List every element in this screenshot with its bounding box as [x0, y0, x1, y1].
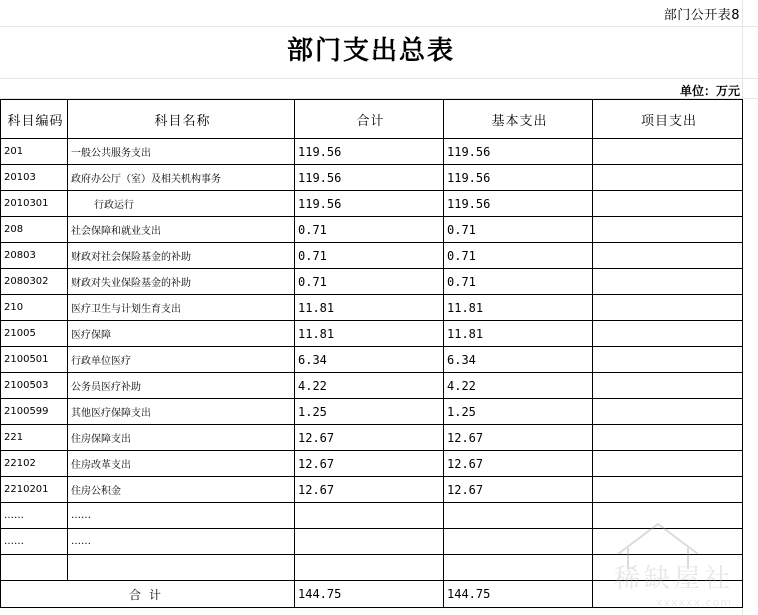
cell-code[interactable]: 2100599	[1, 399, 68, 425]
cell-code[interactable]: 22102	[1, 451, 68, 477]
table-row	[1, 243, 743, 269]
cell-total[interactable]: 119.56	[295, 139, 444, 165]
cell-project[interactable]	[593, 243, 743, 269]
cell-basic[interactable]: 0.71	[444, 269, 593, 295]
watermark-text: 稀缺屋社	[613, 564, 734, 594]
table-row	[1, 373, 743, 399]
cell-total[interactable]	[295, 555, 444, 581]
cell-code[interactable]: 208	[1, 217, 68, 243]
cell-project[interactable]	[593, 451, 743, 477]
cell-basic[interactable]: 12.67	[444, 451, 593, 477]
cell-name[interactable]	[68, 555, 295, 581]
cell-code[interactable]: 2080302	[1, 269, 68, 295]
watermark-sub: xxxxxx.com	[655, 596, 732, 609]
cell-total[interactable]: 0.71	[295, 217, 444, 243]
cell-name[interactable]: 住房保障支出	[68, 425, 295, 451]
cell-code[interactable]: 2100503	[1, 373, 68, 399]
cell-total[interactable]: 119.56	[295, 165, 444, 191]
cell-total[interactable]: 12.67	[295, 425, 444, 451]
table-row	[1, 165, 743, 191]
cell-total[interactable]: 0.71	[295, 243, 444, 269]
cell-basic-sum[interactable]: 144.75	[444, 581, 593, 608]
cell-total[interactable]: 12.67	[295, 477, 444, 503]
expenditure-table	[0, 99, 743, 608]
cell-name[interactable]: 住房公积金	[68, 477, 295, 503]
column-header-name[interactable]: 科目名称	[68, 100, 295, 139]
cell-project[interactable]	[593, 425, 743, 451]
table-row	[1, 347, 743, 373]
cell-basic[interactable]	[444, 555, 593, 581]
cell-code[interactable]: 20803	[1, 243, 68, 269]
cell-basic[interactable]: 6.34	[444, 347, 593, 373]
table-row	[1, 295, 743, 321]
cell-name[interactable]: 一般公共服务支出	[68, 139, 295, 165]
cell-basic[interactable]: 1.25	[444, 399, 593, 425]
cell-name[interactable]: 住房改革支出	[68, 451, 295, 477]
cell-project[interactable]	[593, 295, 743, 321]
cell-project-sum[interactable]	[593, 581, 743, 608]
sheet-code: 部门公开表8	[663, 8, 740, 23]
table-row	[1, 139, 743, 165]
table-row	[1, 477, 743, 503]
cell-total-sum[interactable]: 144.75	[295, 581, 444, 608]
cell-code[interactable]: 21005	[1, 321, 68, 347]
cell-basic[interactable]: 119.56	[444, 165, 593, 191]
cell-basic[interactable]: 11.81	[444, 321, 593, 347]
cell-code[interactable]: 2100501	[1, 347, 68, 373]
table-row	[1, 217, 743, 243]
cell-total[interactable]: 6.34	[295, 347, 444, 373]
column-header-basic[interactable]: 基本支出	[444, 100, 593, 139]
cell-name[interactable]: 社会保障和就业支出	[68, 217, 295, 243]
cell-total[interactable]: 12.67	[295, 451, 444, 477]
cell-basic[interactable]: 4.22	[444, 373, 593, 399]
cell-code[interactable]	[1, 555, 68, 581]
cell-code[interactable]: 2210201	[1, 477, 68, 503]
cell-name[interactable]: 公务员医疗补助	[68, 373, 295, 399]
cell-total[interactable]: 0.71	[295, 269, 444, 295]
cell-code[interactable]: 221	[1, 425, 68, 451]
cell-total[interactable]: 11.81	[295, 295, 444, 321]
cell-basic[interactable]	[444, 503, 593, 529]
cell-project[interactable]	[593, 321, 743, 347]
table-row	[1, 529, 743, 555]
cell-name[interactable]: ……	[68, 503, 295, 529]
cell-total[interactable]	[295, 503, 444, 529]
cell-basic[interactable]: 0.71	[444, 217, 593, 243]
cell-code[interactable]: ……	[1, 529, 68, 555]
page-title: 部门支出总表	[286, 36, 455, 66]
cell-basic[interactable]	[444, 529, 593, 555]
column-header-project[interactable]: 项目支出	[593, 100, 743, 139]
cell-name[interactable]: ……	[68, 529, 295, 555]
cell-basic[interactable]: 11.81	[444, 295, 593, 321]
cell-code[interactable]: ……	[1, 503, 68, 529]
cell-name[interactable]: 财政对社会保险基金的补助	[68, 243, 295, 269]
cell-name[interactable]: 政府办公厅（室）及相关机构事务	[68, 165, 295, 191]
cell-code[interactable]: 210	[1, 295, 68, 321]
table-row	[1, 321, 743, 347]
cell-project[interactable]	[593, 191, 743, 217]
column-header-total[interactable]: 合计	[295, 100, 444, 139]
cell-project[interactable]	[593, 373, 743, 399]
cell-total[interactable]: 11.81	[295, 321, 444, 347]
cell-code[interactable]: 20103	[1, 165, 68, 191]
cell-project[interactable]	[593, 139, 743, 165]
cell-project[interactable]	[593, 347, 743, 373]
table-row	[1, 451, 743, 477]
cell-code[interactable]: 2010301	[1, 191, 68, 217]
table-row	[1, 399, 743, 425]
cell-name[interactable]: 医疗保障	[68, 321, 295, 347]
cell-basic[interactable]: 0.71	[444, 243, 593, 269]
table-row	[1, 269, 743, 295]
cell-name[interactable]: 医疗卫生与计划生育支出	[68, 295, 295, 321]
cell-name[interactable]: 财政对失业保险基金的补助	[68, 269, 295, 295]
cell-project[interactable]	[593, 529, 743, 555]
table-row	[1, 555, 743, 581]
cell-code[interactable]: 201	[1, 139, 68, 165]
table-row	[1, 191, 743, 217]
cell-project[interactable]	[593, 555, 743, 581]
cell-basic[interactable]: 119.56	[444, 139, 593, 165]
total-label[interactable]: 合计	[1, 581, 295, 608]
cell-total[interactable]	[295, 529, 444, 555]
cell-total[interactable]: 1.25	[295, 399, 444, 425]
cell-basic[interactable]: 12.67	[444, 477, 593, 503]
cell-project[interactable]	[593, 165, 743, 191]
cell-basic[interactable]: 119.56	[444, 191, 593, 217]
total-row	[1, 581, 743, 608]
table-row	[1, 503, 743, 529]
table-header-row	[1, 100, 743, 139]
cell-project[interactable]	[593, 269, 743, 295]
cell-project[interactable]	[593, 217, 743, 243]
cell-name[interactable]: 其他医疗保障支出	[68, 399, 295, 425]
cell-project[interactable]	[593, 503, 743, 529]
cell-total[interactable]: 4.22	[295, 373, 444, 399]
column-header-code[interactable]: 科目编码	[1, 100, 68, 139]
cell-total[interactable]: 119.56	[295, 191, 444, 217]
unit-label: 单位：万元	[679, 84, 740, 98]
table-row	[1, 425, 743, 451]
cell-project[interactable]	[593, 477, 743, 503]
cell-basic[interactable]: 12.67	[444, 425, 593, 451]
cell-name[interactable]: 行政单位医疗	[68, 347, 295, 373]
cell-name[interactable]: 行政运行	[68, 191, 295, 217]
cell-project[interactable]	[593, 399, 743, 425]
